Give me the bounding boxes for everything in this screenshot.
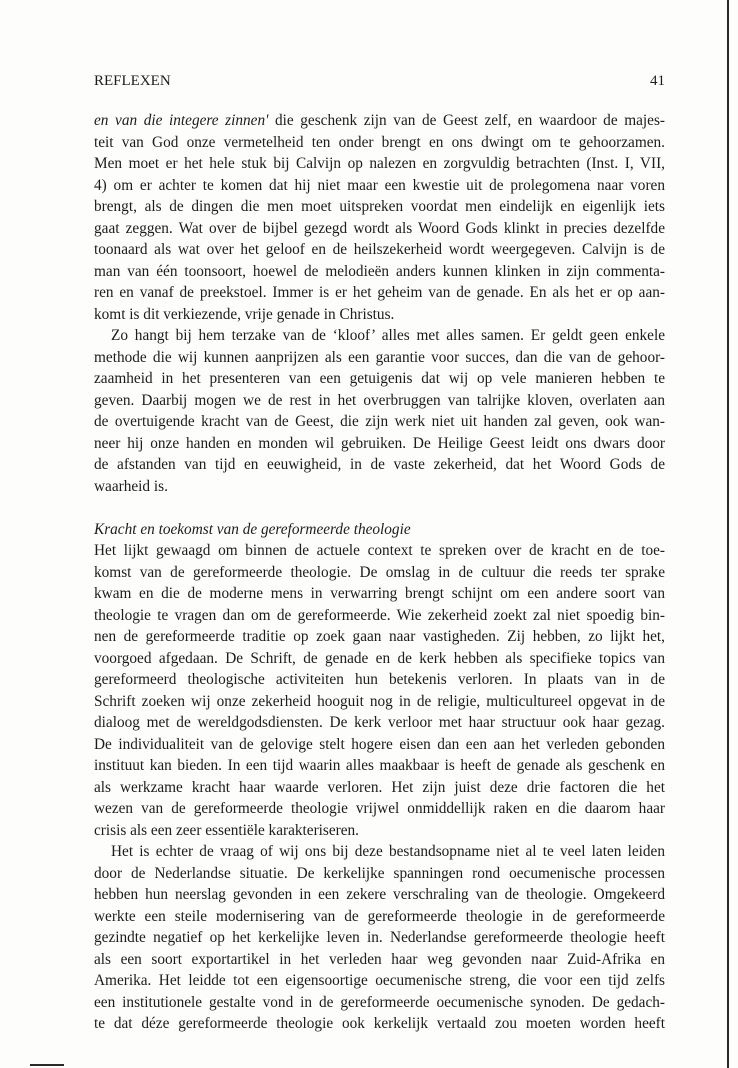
text-line [94,906,665,928]
line-text: komt is dit verkiezende, vrije genade in Christus. [94,305,395,323]
text-line-content [94,972,665,989]
text-line [94,476,665,498]
text-line-content [94,478,168,495]
line-text: Schrift zoeken wij onze zekerheid hooguit nog in de religie, multicultureel opgevat in de [94,692,665,710]
section-heading [94,519,665,541]
text-line-content [94,800,665,817]
line-text: theologie te vragen dan om de gereformeerde. Wie zekerheid zoekt zal niet spoedig bin- [94,606,665,624]
line-text: gereformeerd theologische activiteiten hun betekenis verloren. In plaats van in de [94,671,665,688]
text-line [94,777,665,799]
line-text: Zo hangt bij hem terzake van de ‘kloof’ alles met alles samen. Er geldt geen enkele [111,327,665,344]
italic-quote: en van die integere zinnen' [94,112,269,129]
line-text: De individualiteit van de gelovige stelt hogere eisen dan een aan het verleden gebonden [94,735,665,753]
text-line [94,755,665,777]
text-line [94,949,665,971]
line-text: Het is echter de vraag of wij ons bij deze bestandsopname niet al te veel laten leiden [111,843,665,860]
text-line [94,433,665,455]
scan-edge-right [727,0,729,1068]
text-line [94,239,665,261]
text-line [94,196,665,218]
text-line [94,841,665,863]
text-line [94,605,665,627]
text-line-content [94,951,665,968]
text-line [94,132,665,154]
text-line-content [94,155,665,172]
text-line-content [94,564,665,581]
page-number: 41 [650,73,665,89]
text-line [94,669,665,691]
text-line-content [94,929,665,946]
text-line-content [94,779,665,796]
line-text: voorgoed afgedaan. De Schrift, de genade en de kerk hebben als specifieke topics van [94,649,665,667]
text-line-content [94,822,359,839]
text-line [94,820,665,842]
text-line-content [94,198,665,215]
text-line-content [94,349,665,366]
text-line [94,261,665,283]
text-line [94,648,665,670]
line-text: de afstanden van tijd en eeuwigheid, in de vaste zekerheid, dat het Woord Gods de [94,456,665,473]
line-text: komst van de gereformeerde theologie. De omslag in de cultuur die reeds ter sprake [94,563,665,581]
line-text: als een soort exportartikel in het verleden haar weg gevonden naar Zuid-Afrika en [94,950,665,968]
line-text: nen de gereformeerde traditie op zoek gaan naar vastigheden. Zij hebben, zo lijkt het, [94,628,665,645]
text-line [94,626,665,648]
text-line-content [94,994,665,1011]
text-line-content [94,542,665,559]
text-line-content [94,134,665,151]
text-line-content [94,607,665,624]
line-text: wezen van de gereformeerde theologie vrijwel onmiddellijk raken en die daarom haar [94,800,665,817]
scan-edge-bottom [30,1064,64,1066]
text-line-content [94,714,665,731]
line-text: teit van God onze vermetelheid ten onder brengt en ons dwingt om te gehoorzamen. [94,133,665,151]
text-line [94,798,665,820]
text-line [94,734,665,756]
line-text: methode die wij kunnen aanprijzen als een garantie voor succes, dan die van de gehoor- [94,348,665,366]
line-text: instituut kan bieden. In een tijd waarin alles maakbaar is heeft de genade als geschenk en [94,757,665,774]
line-text: dialoog met de wereldgodsdiensten. De kerk verloor met haar structuur ook haar gezag. [94,714,665,731]
line-text: 4) om er achter te komen dat hij niet maar een kwestie uit de prolegomena naar voren [94,176,665,194]
text-line [94,884,665,906]
text-line-content [94,521,411,538]
text-line [94,110,665,132]
text-line-content [94,693,665,710]
text-line [94,175,665,197]
text-line [94,390,665,412]
line-text: gaat zeggen. Wat over de bijbel gezegd wordt als Woord Gods klinkt in precies dezelfde [94,219,665,237]
text-line-content [94,435,665,452]
text-line [94,540,665,562]
line-text: werkte een steile modernisering van de gereformeerde theologie in de gereformeerde [94,907,665,925]
text-line [94,992,665,1014]
line-text: Men moet er het hele stuk bij Calvijn op nalezen en zorgvuldig betrachten (Inst. I, VII, [94,155,665,172]
line-text: brengt, als de dingen die men moet uitspreken voordat men eindelijk en eigenlijk iets [94,198,665,215]
line-text: neer hij onze handen en monden wil gebruiken. De Heilige Geest leidt ons dwars door [94,434,665,452]
text-line-content [94,263,665,280]
text-line [94,411,665,433]
text-line-content [94,585,665,602]
line-text: hebben hun neerslag gevonden in een zekere verschraling van de theologie. Omgekeerd [94,886,665,903]
line-text: te dat déze gereformeerde theologie ook kerkelijk vertaald zou moeten worden heeft [94,1015,665,1032]
text-line-content [94,220,665,237]
text-line [94,218,665,240]
line-text: waarheid is. [94,477,168,495]
text-line-content [94,370,665,387]
line-text: de overtuigende kracht van de Geest, die zijn werk niet uit handen zal geven, ook wan- [94,413,665,430]
text-line [94,368,665,390]
line-text: ren en vanaf de preekstoel. Immer is er het geheim van de genade. En als het er op aan- [94,284,665,301]
line-text: geven. Daarbij mogen we de rest in het overbruggen van talrijke kloven, overlaten aan [94,391,665,409]
text-line [94,1013,665,1035]
body-text [94,110,665,1035]
text-line-content [94,306,394,323]
text-line [94,712,665,734]
text-line [94,562,665,584]
text-line [94,863,665,885]
text-line [94,153,665,175]
paragraph-gap [94,497,665,519]
running-header [94,73,665,90]
text-line-content [94,392,665,409]
text-line-content [94,671,665,688]
text-line-content [94,908,665,925]
text-line [94,927,665,949]
line-text: die geschenk zijn van de Geest zelf, en waardoor de majes- [268,112,665,129]
text-line [94,583,665,605]
text-line [94,970,665,992]
text-line-content [94,1015,665,1032]
text-line [94,325,665,347]
text-line-content [94,241,665,258]
text-line-content [94,865,665,882]
text-line-content [111,327,665,344]
text-line [94,454,665,476]
text-line-content [111,843,665,860]
text-line-content [94,757,665,774]
text-line [94,691,665,713]
line-text: als werkzame kracht haar waarde verloren. Het zijn juist deze drie factoren die het [94,778,665,796]
line-text: Kracht en toekomst van de gereformeerde theologie [94,520,411,538]
text-line [94,347,665,369]
running-title: REFLEXEN [94,73,171,89]
text-line-content [94,112,665,129]
line-text: man van één toonsoort, hoewel de melodieën anders kunnen klinken in zijn commenta- [94,262,665,280]
text-line-content [94,628,665,645]
line-text: kwam en die de moderne mens in verwarring brengt schijnt om een andere soort van [94,585,665,602]
line-text: Amerika. Het leidde tot een eigensoortige oecumenische streng, die voor een tijd zelfs [94,972,665,989]
line-text: toonaard als wat over het geloof en de heilszekerheid wordt weergegeven. Calvijn is de [94,241,665,258]
line-text: gezindte negatief op het kerkelijke leven in. Nederlandse gereformeerde theologie heeft [94,929,665,946]
text-line-content [94,650,665,667]
line-text: een institutionele gestalte vond in de gereformeerde oecumenische synoden. De gedach- [94,993,665,1011]
line-text: door de Nederlandse situatie. De kerkelijke spanningen rond oecumenische processen [94,864,665,882]
line-text: zaamheid in het presenteren van een getuigenis dat wij op vele manieren hebben te [94,370,665,387]
line-text: crisis als een zeer essentiële karakteriseren. [94,821,360,839]
text-line-content [94,736,665,753]
text-line-content [94,456,665,473]
text-line [94,282,665,304]
text-line-content [94,886,665,903]
text-line-content [94,413,665,430]
line-text: Het lijkt gewaagd om binnen de actuele context te spreken over de kracht en de toe- [94,542,665,559]
text-line-content [94,284,665,301]
text-line-content [94,177,665,194]
text-line [94,304,665,326]
